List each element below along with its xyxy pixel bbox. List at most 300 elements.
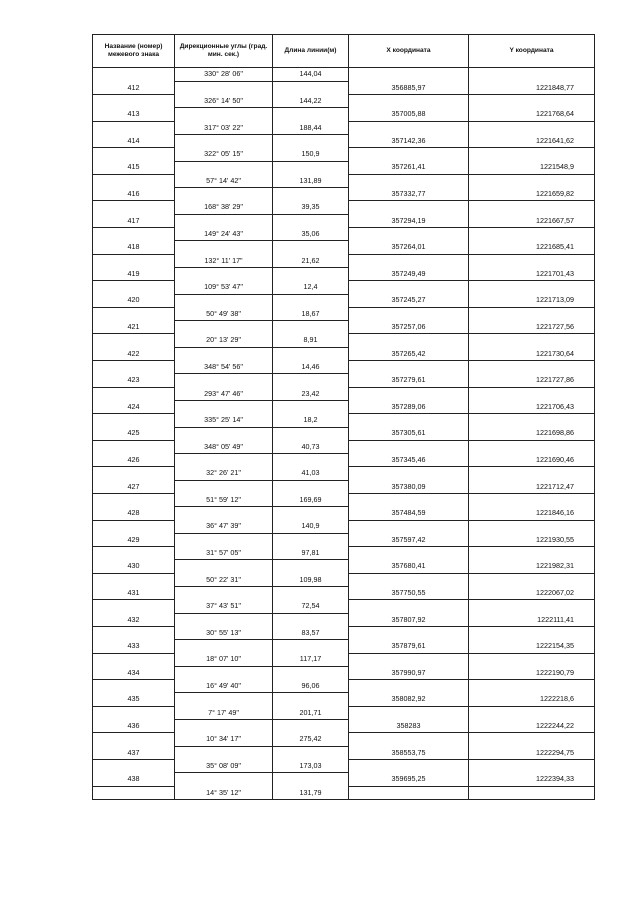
point-name-cell-empty — [93, 600, 175, 613]
x-cell-empty — [349, 600, 469, 613]
segment-row — [93, 494, 595, 507]
length-cell-empty — [273, 267, 349, 280]
line-length-cell: 23,42 — [273, 387, 349, 400]
length-cell-empty — [273, 108, 349, 121]
point-name-cell-empty — [93, 387, 175, 400]
point-row — [93, 693, 595, 706]
y-cell-empty — [469, 786, 595, 800]
point-row — [93, 294, 595, 307]
length-cell-empty — [273, 400, 349, 413]
point-row — [93, 241, 595, 254]
length-cell-empty — [273, 533, 349, 546]
x-cell-empty — [349, 387, 469, 400]
line-length-cell: 275,42 — [273, 733, 349, 746]
direction-angle-cell: 7° 17' 49" — [175, 706, 273, 719]
y-cell-empty — [469, 440, 595, 453]
header-line-length: Длина линии(м) — [273, 35, 349, 68]
point-name-cell: 414 — [93, 134, 175, 147]
point-row — [93, 267, 595, 280]
segment-row — [93, 387, 595, 400]
header-y-coordinate: Y координата — [469, 35, 595, 68]
direction-angle-cell: 149° 24' 43" — [175, 228, 273, 241]
y-coordinate-cell: 1221982,31 — [469, 560, 595, 573]
point-name-cell-empty — [93, 121, 175, 134]
point-name-cell-empty — [93, 228, 175, 241]
length-cell-empty — [273, 294, 349, 307]
x-cell-empty — [349, 148, 469, 161]
direction-angle-cell: 30° 55' 13" — [175, 626, 273, 639]
point-name-cell: 437 — [93, 746, 175, 759]
line-length-cell: 18,2 — [273, 414, 349, 427]
point-name-cell: 427 — [93, 480, 175, 493]
y-coordinate-cell: 1222190,79 — [469, 666, 595, 679]
segment-row — [93, 733, 595, 746]
direction-cell-empty — [175, 214, 273, 227]
x-cell-empty — [349, 334, 469, 347]
point-name-cell: 419 — [93, 267, 175, 280]
direction-angle-cell: 51° 59' 12" — [175, 494, 273, 507]
x-coordinate-cell: 357261,41 — [349, 161, 469, 174]
point-row — [93, 533, 595, 546]
direction-angle-cell: 109° 53' 47" — [175, 281, 273, 294]
direction-cell-empty — [175, 454, 273, 467]
direction-angle-cell: 31° 57' 05" — [175, 547, 273, 560]
point-row — [93, 587, 595, 600]
point-row — [93, 720, 595, 733]
x-coordinate-cell: 357257,06 — [349, 321, 469, 334]
point-name-cell: 423 — [93, 374, 175, 387]
y-cell-empty — [469, 334, 595, 347]
direction-cell-empty — [175, 374, 273, 387]
segment-row — [93, 573, 595, 586]
point-name-cell-empty — [93, 95, 175, 108]
segment-row — [93, 520, 595, 533]
point-name-cell: 417 — [93, 214, 175, 227]
point-name-cell-empty — [93, 414, 175, 427]
segment-row — [93, 95, 595, 108]
segment-row — [93, 600, 595, 613]
y-coordinate-cell: 1221548,9 — [469, 161, 595, 174]
y-cell-empty — [469, 706, 595, 719]
length-cell-empty — [273, 374, 349, 387]
direction-angle-cell: 317° 03' 22" — [175, 121, 273, 134]
direction-angle-cell: 57° 14' 42" — [175, 174, 273, 187]
point-name-cell-empty — [93, 733, 175, 746]
segment-row — [93, 547, 595, 560]
point-row — [93, 214, 595, 227]
line-length-cell: 21,62 — [273, 254, 349, 267]
point-row — [93, 347, 595, 360]
x-cell-empty — [349, 653, 469, 666]
line-length-cell: 131,79 — [273, 786, 349, 800]
segment-row — [93, 281, 595, 294]
y-coordinate-cell: 1222244,22 — [469, 720, 595, 733]
x-cell-empty — [349, 201, 469, 214]
direction-cell-empty — [175, 400, 273, 413]
x-cell-empty — [349, 174, 469, 187]
direction-angle-cell: 50° 49' 38" — [175, 307, 273, 320]
length-cell-empty — [273, 720, 349, 733]
line-length-cell: 109,98 — [273, 573, 349, 586]
x-coordinate-cell: 357289,06 — [349, 400, 469, 413]
direction-cell-empty — [175, 267, 273, 280]
y-coordinate-cell: 1222218,6 — [469, 693, 595, 706]
x-coordinate-cell: 357879,61 — [349, 640, 469, 653]
point-row — [93, 480, 595, 493]
segment-row — [93, 706, 595, 719]
point-name-cell-empty — [93, 759, 175, 772]
point-row — [93, 427, 595, 440]
y-cell-empty — [469, 148, 595, 161]
x-cell-empty — [349, 573, 469, 586]
x-cell-empty — [349, 95, 469, 108]
direction-angle-cell: 32° 26' 21" — [175, 467, 273, 480]
x-cell-empty — [349, 361, 469, 374]
x-cell-empty — [349, 68, 469, 82]
x-cell-empty — [349, 254, 469, 267]
x-coordinate-cell: 357305,61 — [349, 427, 469, 440]
segment-row — [93, 653, 595, 666]
direction-cell-empty — [175, 533, 273, 546]
point-name-cell-empty — [93, 680, 175, 693]
point-name-cell-empty — [93, 281, 175, 294]
x-cell-empty — [349, 467, 469, 480]
y-coordinate-cell: 1222067,02 — [469, 587, 595, 600]
x-coordinate-cell: 357245,27 — [349, 294, 469, 307]
line-length-cell: 144,22 — [273, 95, 349, 108]
length-cell-empty — [273, 454, 349, 467]
x-coordinate-cell: 357484,59 — [349, 507, 469, 520]
point-row — [93, 454, 595, 467]
x-cell-empty — [349, 494, 469, 507]
y-cell-empty — [469, 307, 595, 320]
y-cell-empty — [469, 121, 595, 134]
line-length-cell: 144,04 — [273, 68, 349, 82]
length-cell-empty — [273, 507, 349, 520]
line-length-cell: 72,54 — [273, 600, 349, 613]
point-name-cell-empty — [93, 440, 175, 453]
length-cell-empty — [273, 693, 349, 706]
y-cell-empty — [469, 520, 595, 533]
length-cell-empty — [273, 241, 349, 254]
y-cell-empty — [469, 361, 595, 374]
direction-cell-empty — [175, 81, 273, 94]
direction-cell-empty — [175, 507, 273, 520]
header-x-coordinate: X координата — [349, 35, 469, 68]
y-coordinate-cell: 1221701,43 — [469, 267, 595, 280]
point-name-cell-empty — [93, 467, 175, 480]
point-name-cell-empty — [93, 307, 175, 320]
line-length-cell: 188,44 — [273, 121, 349, 134]
direction-angle-cell: 330° 28' 06" — [175, 68, 273, 82]
y-coordinate-cell: 1222394,33 — [469, 773, 595, 786]
direction-cell-empty — [175, 666, 273, 679]
y-coordinate-cell: 1221659,82 — [469, 188, 595, 201]
header-point-name: Название (номер) межевого знака — [93, 35, 175, 68]
x-coordinate-cell: 357680,41 — [349, 560, 469, 573]
direction-angle-cell: 20° 13' 29" — [175, 334, 273, 347]
direction-angle-cell: 348° 54' 56" — [175, 361, 273, 374]
line-length-cell: 14,46 — [273, 361, 349, 374]
direction-angle-cell: 50° 22' 31" — [175, 573, 273, 586]
y-cell-empty — [469, 600, 595, 613]
point-row — [93, 773, 595, 786]
direction-cell-empty — [175, 347, 273, 360]
y-cell-empty — [469, 414, 595, 427]
x-cell-empty — [349, 440, 469, 453]
direction-angle-cell: 10° 34' 17" — [175, 733, 273, 746]
boundary-coordinates-table — [92, 34, 595, 800]
length-cell-empty — [273, 214, 349, 227]
point-row — [93, 81, 595, 94]
point-name-cell: 422 — [93, 347, 175, 360]
direction-cell-empty — [175, 321, 273, 334]
y-coordinate-cell: 1222111,41 — [469, 613, 595, 626]
direction-cell-empty — [175, 108, 273, 121]
x-coordinate-cell: 357294,19 — [349, 214, 469, 227]
point-name-cell-empty — [93, 68, 175, 82]
x-coordinate-cell: 359695,25 — [349, 773, 469, 786]
segment-row — [93, 307, 595, 320]
y-coordinate-cell: 1222294,75 — [469, 746, 595, 759]
x-cell-empty — [349, 706, 469, 719]
x-coordinate-cell: 357142,36 — [349, 134, 469, 147]
point-row — [93, 666, 595, 679]
segment-row — [93, 254, 595, 267]
length-cell-empty — [273, 321, 349, 334]
segment-row — [93, 334, 595, 347]
line-length-cell: 83,57 — [273, 626, 349, 639]
point-name-cell: 429 — [93, 533, 175, 546]
direction-cell-empty — [175, 241, 273, 254]
point-name-cell-empty — [93, 706, 175, 719]
x-coordinate-cell: 357005,88 — [349, 108, 469, 121]
line-length-cell: 12,4 — [273, 281, 349, 294]
direction-angle-cell: 37° 43' 51" — [175, 600, 273, 613]
x-cell-empty — [349, 786, 469, 800]
point-name-cell: 413 — [93, 108, 175, 121]
segment-row — [93, 786, 595, 800]
point-name-cell: 415 — [93, 161, 175, 174]
line-length-cell: 131,89 — [273, 174, 349, 187]
table-body — [93, 68, 595, 800]
y-cell-empty — [469, 201, 595, 214]
x-cell-empty — [349, 121, 469, 134]
x-cell-empty — [349, 520, 469, 533]
line-length-cell: 169,69 — [273, 494, 349, 507]
y-coordinate-cell: 1221930,55 — [469, 533, 595, 546]
y-coordinate-cell: 1221768,64 — [469, 108, 595, 121]
x-coordinate-cell: 357597,42 — [349, 533, 469, 546]
y-coordinate-cell: 1221846,16 — [469, 507, 595, 520]
x-coordinate-cell: 357807,92 — [349, 613, 469, 626]
point-name-cell-empty — [93, 786, 175, 800]
point-name-cell-empty — [93, 254, 175, 267]
point-name-cell: 420 — [93, 294, 175, 307]
length-cell-empty — [273, 666, 349, 679]
direction-cell-empty — [175, 161, 273, 174]
point-name-cell-empty — [93, 520, 175, 533]
point-name-cell-empty — [93, 626, 175, 639]
direction-cell-empty — [175, 773, 273, 786]
x-cell-empty — [349, 414, 469, 427]
x-cell-empty — [349, 547, 469, 560]
segment-row — [93, 121, 595, 134]
point-name-cell: 424 — [93, 400, 175, 413]
direction-cell-empty — [175, 587, 273, 600]
y-cell-empty — [469, 653, 595, 666]
direction-cell-empty — [175, 720, 273, 733]
point-row — [93, 400, 595, 413]
y-cell-empty — [469, 680, 595, 693]
y-cell-empty — [469, 467, 595, 480]
line-length-cell: 35,06 — [273, 228, 349, 241]
x-cell-empty — [349, 626, 469, 639]
y-cell-empty — [469, 733, 595, 746]
point-name-cell: 425 — [93, 427, 175, 440]
point-name-cell: 430 — [93, 560, 175, 573]
point-name-cell: 421 — [93, 321, 175, 334]
segment-row — [93, 148, 595, 161]
point-name-cell: 426 — [93, 454, 175, 467]
segment-row — [93, 361, 595, 374]
x-cell-empty — [349, 228, 469, 241]
point-row — [93, 560, 595, 573]
point-name-cell: 433 — [93, 640, 175, 653]
header-direction-angle: Дирекционные углы (град. мин. сек.) — [175, 35, 273, 68]
line-length-cell: 40,73 — [273, 440, 349, 453]
direction-angle-cell: 14° 35' 12" — [175, 786, 273, 800]
point-name-cell-empty — [93, 361, 175, 374]
x-coordinate-cell: 357279,61 — [349, 374, 469, 387]
line-length-cell: 150,9 — [273, 148, 349, 161]
y-cell-empty — [469, 759, 595, 772]
segment-row — [93, 201, 595, 214]
line-length-cell: 201,71 — [273, 706, 349, 719]
x-cell-empty — [349, 733, 469, 746]
line-length-cell: 96,06 — [273, 680, 349, 693]
y-cell-empty — [469, 573, 595, 586]
x-cell-empty — [349, 281, 469, 294]
point-row — [93, 161, 595, 174]
direction-cell-empty — [175, 427, 273, 440]
length-cell-empty — [273, 560, 349, 573]
length-cell-empty — [273, 480, 349, 493]
point-name-cell-empty — [93, 201, 175, 214]
y-coordinate-cell: 1221667,57 — [469, 214, 595, 227]
x-coordinate-cell: 357332,77 — [349, 188, 469, 201]
x-coordinate-cell: 357265,42 — [349, 347, 469, 360]
line-length-cell: 140,9 — [273, 520, 349, 533]
segment-row — [93, 414, 595, 427]
y-cell-empty — [469, 95, 595, 108]
direction-cell-empty — [175, 188, 273, 201]
x-cell-empty — [349, 680, 469, 693]
y-cell-empty — [469, 68, 595, 82]
point-row — [93, 613, 595, 626]
point-row — [93, 746, 595, 759]
length-cell-empty — [273, 746, 349, 759]
point-name-cell-empty — [93, 334, 175, 347]
direction-angle-cell: 16° 49' 40" — [175, 680, 273, 693]
point-name-cell-empty — [93, 494, 175, 507]
segment-row — [93, 626, 595, 639]
line-length-cell: 18,67 — [273, 307, 349, 320]
direction-angle-cell: 348° 05' 49" — [175, 440, 273, 453]
direction-cell-empty — [175, 480, 273, 493]
point-row — [93, 507, 595, 520]
x-coordinate-cell: 357380,09 — [349, 480, 469, 493]
direction-angle-cell: 36° 47' 39" — [175, 520, 273, 533]
y-coordinate-cell: 1221848,77 — [469, 81, 595, 94]
line-length-cell: 173,03 — [273, 759, 349, 772]
segment-row — [93, 680, 595, 693]
x-coordinate-cell: 357264,01 — [349, 241, 469, 254]
line-length-cell: 39,35 — [273, 201, 349, 214]
y-cell-empty — [469, 626, 595, 639]
x-coordinate-cell: 356885,97 — [349, 81, 469, 94]
y-coordinate-cell: 1221727,56 — [469, 321, 595, 334]
direction-cell-empty — [175, 746, 273, 759]
direction-cell-empty — [175, 134, 273, 147]
length-cell-empty — [273, 161, 349, 174]
line-length-cell: 8,91 — [273, 334, 349, 347]
direction-angle-cell: 132° 11' 17" — [175, 254, 273, 267]
length-cell-empty — [273, 188, 349, 201]
direction-cell-empty — [175, 294, 273, 307]
y-coordinate-cell: 1221685,41 — [469, 241, 595, 254]
point-row — [93, 134, 595, 147]
length-cell-empty — [273, 613, 349, 626]
segment-row — [93, 440, 595, 453]
x-coordinate-cell: 358283 — [349, 720, 469, 733]
length-cell-empty — [273, 427, 349, 440]
point-row — [93, 640, 595, 653]
y-coordinate-cell: 1221690,46 — [469, 454, 595, 467]
y-cell-empty — [469, 228, 595, 241]
direction-angle-cell: 326° 14' 50" — [175, 95, 273, 108]
x-coordinate-cell: 358553,75 — [349, 746, 469, 759]
segment-row — [93, 174, 595, 187]
segment-row — [93, 68, 595, 82]
point-name-cell-empty — [93, 573, 175, 586]
direction-angle-cell: 168° 38' 29" — [175, 201, 273, 214]
y-coordinate-cell: 1221698,86 — [469, 427, 595, 440]
direction-angle-cell: 293° 47' 46" — [175, 387, 273, 400]
y-coordinate-cell: 1221712,47 — [469, 480, 595, 493]
segment-row — [93, 228, 595, 241]
y-cell-empty — [469, 494, 595, 507]
point-name-cell-empty — [93, 148, 175, 161]
length-cell-empty — [273, 587, 349, 600]
x-coordinate-cell: 357249,49 — [349, 267, 469, 280]
y-coordinate-cell: 1222154,35 — [469, 640, 595, 653]
y-coordinate-cell: 1221730,64 — [469, 347, 595, 360]
direction-angle-cell: 322° 05' 15" — [175, 148, 273, 161]
line-length-cell: 97,81 — [273, 547, 349, 560]
line-length-cell: 117,17 — [273, 653, 349, 666]
point-name-cell: 438 — [93, 773, 175, 786]
segment-row — [93, 467, 595, 480]
x-coordinate-cell: 357750,55 — [349, 587, 469, 600]
point-name-cell: 428 — [93, 507, 175, 520]
direction-cell-empty — [175, 693, 273, 706]
direction-angle-cell: 335° 25' 14" — [175, 414, 273, 427]
x-cell-empty — [349, 307, 469, 320]
x-coordinate-cell: 357990,97 — [349, 666, 469, 679]
point-name-cell: 434 — [93, 666, 175, 679]
y-cell-empty — [469, 281, 595, 294]
